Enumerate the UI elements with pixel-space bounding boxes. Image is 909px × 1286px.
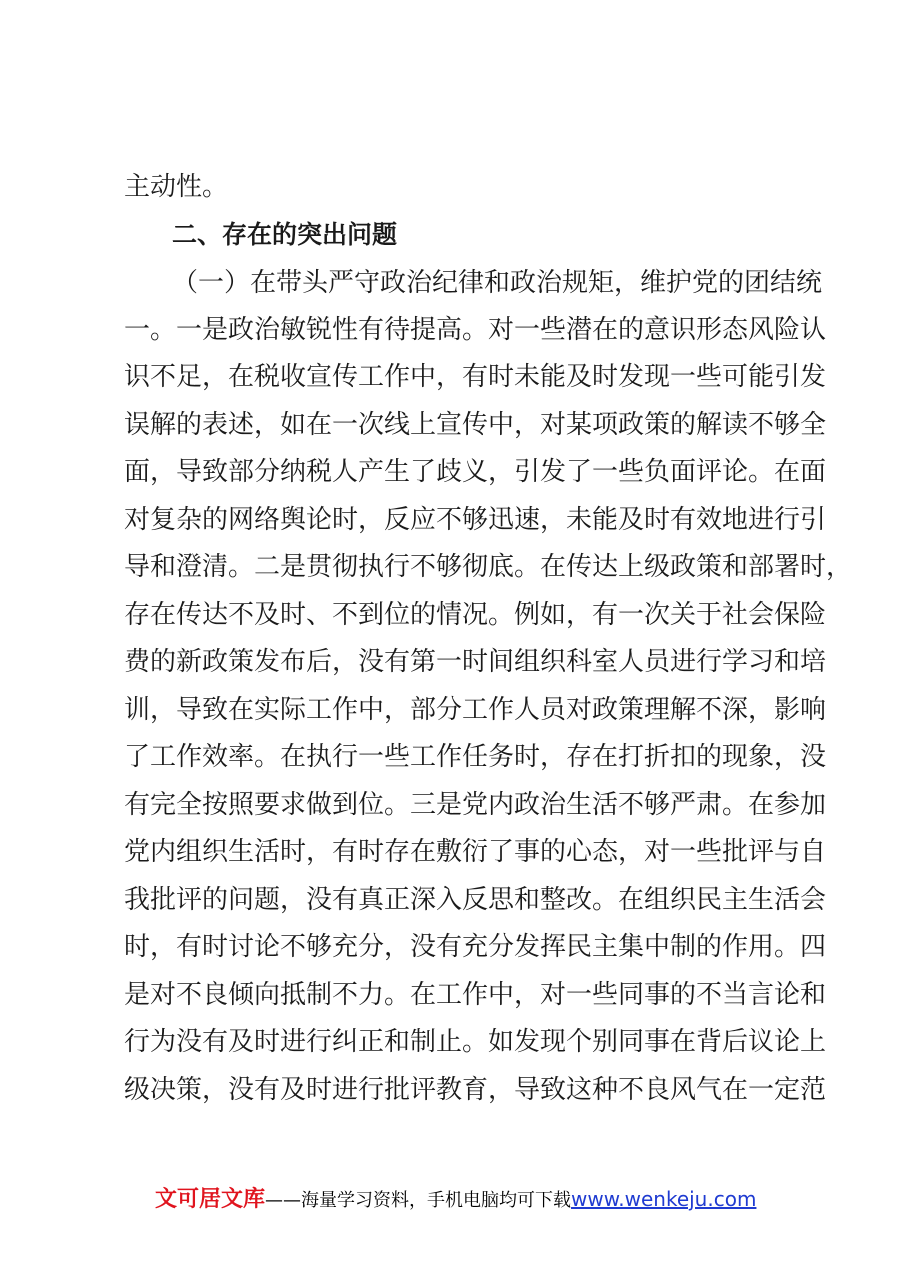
paragraph-line: 面，导致部分纳税人产生了歧义，引发了一些负面评论。在面 <box>124 457 827 487</box>
section-heading: 二、存在的突出问题 <box>172 220 398 249</box>
paragraph-line: 时，有时讨论不够充分，没有充分发挥民主集中制的作用。四 <box>124 932 827 962</box>
footer-link[interactable]: www.wenkeju.com <box>571 1187 757 1211</box>
paragraph-line: 识不足，在税收宣传工作中，有时未能及时发现一些可能引发 <box>124 362 827 392</box>
paragraph-line: 级决策，没有及时进行批评教育，导致这种不良风气在一定范 <box>124 1075 827 1105</box>
paragraph-line: 我批评的问题，没有真正深入反思和整改。在组织民主生活会 <box>124 885 827 915</box>
paragraph-line: 费的新政策发布后，没有第一时间组织科室人员进行学习和培 <box>124 647 827 677</box>
paragraph-line: 误解的表述，如在一次线上宣传中，对某项政策的解读不够全 <box>124 410 827 440</box>
paragraph-line: 有完全按照要求做到位。三是党内政治生活不够严肃。在参加 <box>124 790 827 820</box>
paragraph-line: 存在传达不及时、不到位的情况。例如，有一次关于社会保险 <box>124 600 827 630</box>
footer-brand: 文可居文库 <box>155 1187 266 1212</box>
footer-tagline: ——海量学习资料，手机电脑均可下载 <box>265 1190 572 1211</box>
paragraph-line: 一。一是政治敏锐性有待提高。对一些潜在的意识形态风险认 <box>124 315 827 345</box>
paragraph-line: 行为没有及时进行纠正和制止。如发现个别同事在背后议论上 <box>124 1027 827 1057</box>
paragraph-line: 党内组织生活时，有时存在敷衍了事的心态，对一些批评与自 <box>124 837 827 867</box>
paragraph-line: 主动性。 <box>124 172 229 202</box>
paragraph-line: 对复杂的网络舆论时，反应不够迅速，未能及时有效地进行引 <box>124 505 827 535</box>
paragraph-line: 了工作效率。在执行一些工作任务时，存在打折扣的现象，没 <box>124 742 827 772</box>
page-footer <box>155 1186 775 1214</box>
paragraph-line: 导和澄清。二是贯彻执行不够彻底。在传达上级政策和部署时， <box>124 552 853 582</box>
paragraph-line: 训，导致在实际工作中，部分工作人员对政策理解不深，影响 <box>124 695 827 725</box>
paragraph-line: 是对不良倾向抵制不力。在工作中，对一些同事的不当言论和 <box>124 980 827 1010</box>
paragraph-line: （一）在带头严守政治纪律和政治规矩，维护党的团结统 <box>172 268 823 298</box>
